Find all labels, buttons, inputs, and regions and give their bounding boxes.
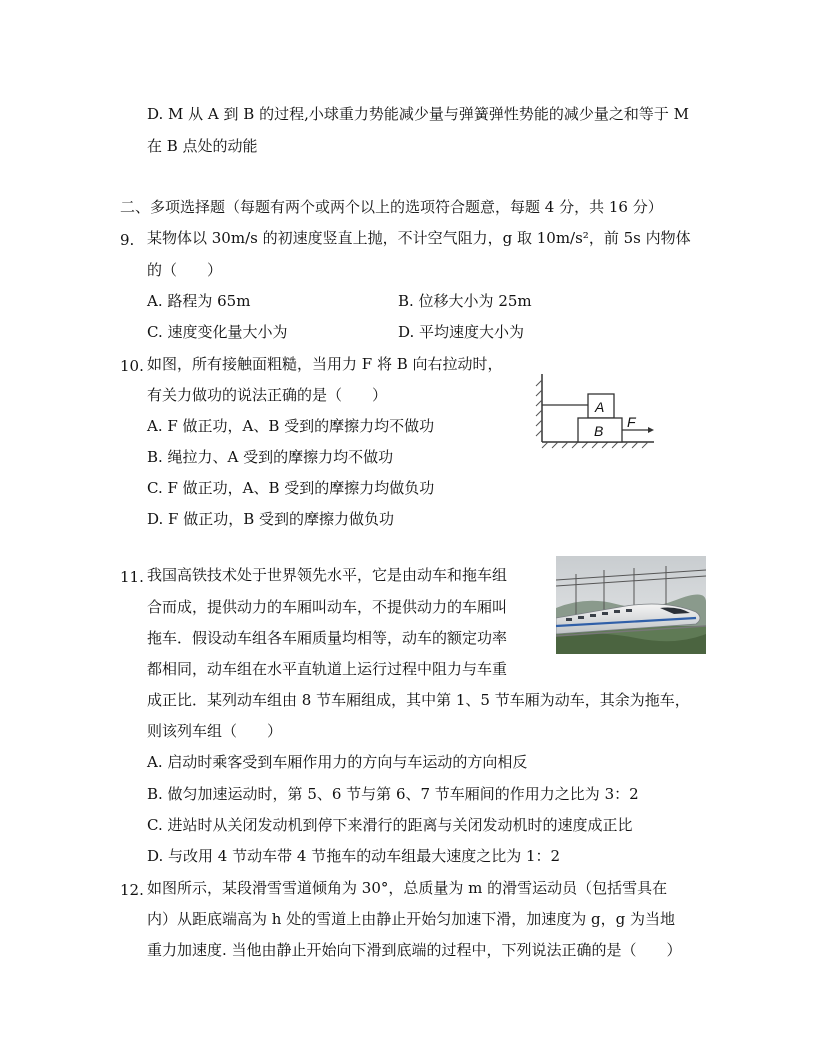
q11-stem-line2: 合而成，提供动力的车厢叫动车，不提供动力的车厢叫 — [147, 598, 508, 616]
q9-stem-line2: 的（ ） — [147, 261, 223, 279]
q10-option-d: D. F 做正功，B 受到的摩擦力做负功 — [147, 510, 394, 528]
q10-option-a: A. F 做正功，A、B 受到的摩擦力均不做功 — [147, 417, 435, 435]
label-b: B — [594, 423, 604, 439]
prev-option-d-line2: 在 B 点处的动能 — [147, 137, 258, 155]
q12-number: 12. — [120, 881, 144, 899]
q9-option-a: A. 路程为 65m — [147, 292, 251, 310]
q10-figure-blocks — [532, 372, 662, 452]
q9-option-d: D. 平均速度大小为 — [398, 323, 525, 341]
q10-option-b: B. 绳拉力、A 受到的摩擦力均不做功 — [147, 448, 394, 466]
q10-stem-line1: 如图，所有接触面粗糙，当用力 F 将 B 向右拉动时， — [147, 355, 503, 373]
label-f: F — [627, 414, 636, 430]
q11-option-a: A. 启动时乘客受到车厢作用力的方向与车运动的方向相反 — [147, 753, 528, 771]
q11-stem-line3: 拖车．假设动车组各车厢质量均相等，动车的额定功率 — [147, 629, 508, 647]
q10-stem-line2: 有关力做功的说法正确的是（ ） — [147, 386, 388, 404]
high-speed-train-photo — [556, 556, 706, 654]
q9-number: 9. — [120, 231, 135, 249]
q11-number: 11. — [120, 568, 144, 586]
q11-stem-line4: 都相同，动车组在水平直轨道上运行过程中阻力与车重 — [147, 660, 508, 678]
q9-option-c: C. 速度变化量大小为 — [147, 323, 288, 341]
q11-option-b: B. 做匀加速运动时，第 5、6 节与第 6、7 节车厢间的作用力之比为 3：2 — [147, 785, 639, 803]
q9-stem-line1: 某物体以 30m/s 的初速度竖直上抛，不计空气阻力，g 取 10m/s²，前 5s 内物体 — [147, 229, 691, 247]
label-a: A — [595, 399, 605, 415]
q11-option-d: D. 与改用 4 节动车带 4 节拖车的动车组最大速度之比为 1：2 — [147, 847, 561, 865]
q11-option-c: C. 进站时从关闭发动机到停下来滑行的距离与关闭发动机时的速度成正比 — [147, 816, 633, 834]
q10-option-c: C. F 做正功，A、B 受到的摩擦力均做负功 — [147, 479, 435, 497]
q11-stem-line5: 成正比．某列动车组由 8 节车厢组成，其中第 1、5 节车厢为动车，其余为拖车， — [147, 691, 690, 709]
q11-stem-line1: 我国高铁技术处于世界领先水平，它是由动车和拖车组 — [147, 566, 508, 584]
q12-stem-line3: 重力加速度. 当他由静止开始向下滑到底端的过程中，下列说法正确的是（ ） — [147, 941, 682, 959]
prev-option-d-line1: D. M 从 A 到 B 的过程,小球重力势能减少量与弹簧弹性势能的减少量之和等于 M — [147, 105, 689, 123]
q12-stem-line1: 如图所示，某段滑雪雪道倾角为 30°，总质量为 m 的滑雪运动员（包括雪具在 — [147, 879, 668, 897]
section-heading: 二、多项选择题（每题有两个或两个以上的选项符合题意，每题 4 分，共 16 分） — [120, 198, 663, 216]
q9-option-b: B. 位移大小为 25m — [398, 292, 532, 310]
q11-stem-line6: 则该列车组（ ） — [147, 722, 283, 740]
q10-number: 10. — [120, 357, 144, 375]
q12-stem-line2: 内）从距底端高为 h 处的雪道上由静止开始匀加速下滑，加速度为 g，g 为当地 — [147, 910, 675, 928]
